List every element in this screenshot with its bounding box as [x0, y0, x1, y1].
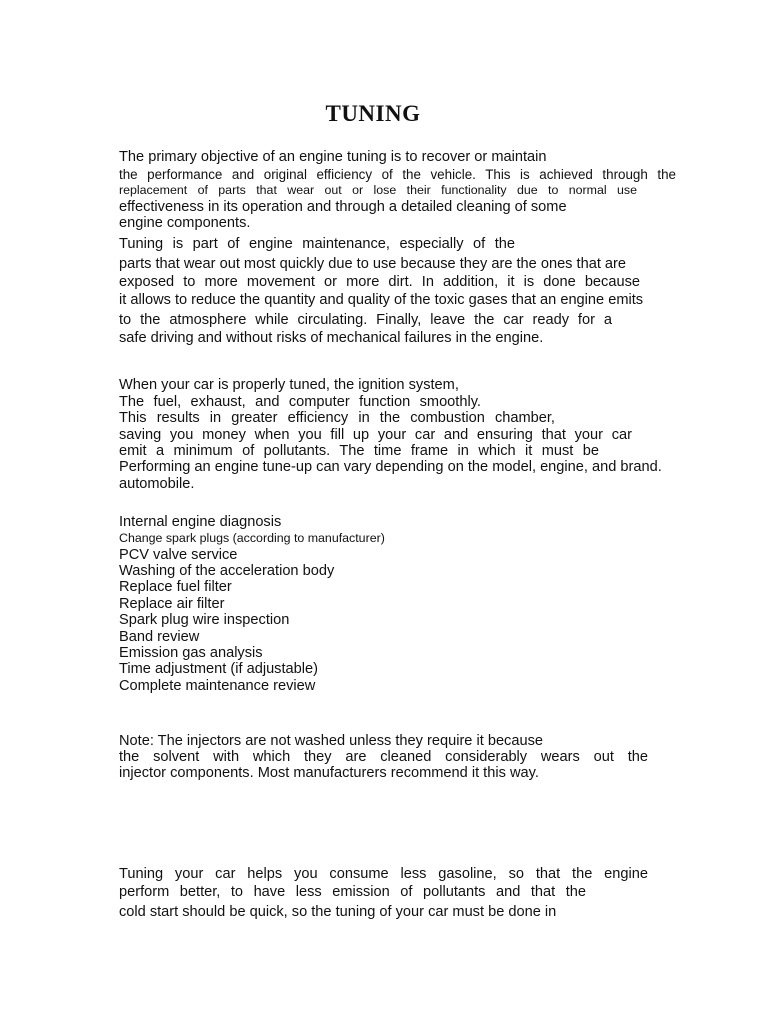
paragraph-line: saving you money when you fill up your car and ensuring that your car — [119, 427, 632, 443]
paragraph-line: cold start should be quick, so the tuning of your car must be done in — [119, 904, 557, 920]
paragraph-line: effectiveness in its operation and through a detailed cleaning of some — [119, 199, 567, 215]
paragraph-line: replacement of parts that wear out or lose their functionality due to normal use — [119, 183, 637, 197]
paragraph-line: When your car is properly tuned, the ignition system, — [119, 377, 459, 393]
paragraph-line: Performing an engine tune-up can vary depending on the model, engine, and brand. — [119, 459, 662, 475]
list-item: Complete maintenance review — [119, 678, 316, 694]
paragraph-line: safe driving and without risks of mechanical failures in the engine. — [119, 330, 544, 346]
note-line: injector components. Most manufacturers recommend it this way. — [119, 765, 539, 781]
paragraph-line: it allows to reduce the quantity and quality of the toxic gases that an engine emits — [119, 292, 644, 308]
paragraph-line: perform better, to have less emission of pollutants and that the — [119, 884, 586, 900]
paragraph-line: to the atmosphere while circulating. Finally, leave the car ready for a — [119, 312, 612, 328]
paragraph-line: parts that wear out most quickly due to use because they are the ones that are — [119, 256, 627, 272]
list-item: Spark plug wire inspection — [119, 612, 290, 628]
list-item: Band review — [119, 629, 200, 645]
paragraph-line: This results in greater efficiency in the combustion chamber, — [119, 410, 555, 426]
list-item: Time adjustment (if adjustable) — [119, 661, 318, 677]
paragraph-line: exposed to more movement or more dirt. In addition, it is done because — [119, 274, 640, 290]
note-line: the solvent with which they are cleaned considerably wears out the — [119, 749, 648, 765]
paragraph-line: engine components. — [119, 215, 251, 231]
note-line: Note: The injectors are not washed unless they require it because — [119, 733, 544, 749]
list-item: Change spark plugs (according to manufacturer) — [119, 531, 385, 545]
list-item: Internal engine diagnosis — [119, 514, 282, 530]
list-item: Emission gas analysis — [119, 645, 263, 661]
page-title: TUNING — [325, 101, 421, 126]
paragraph-line: Tuning is part of engine maintenance, especially of the — [119, 236, 515, 252]
paragraph-line: The fuel, exhaust, and computer function smoothly. — [119, 394, 481, 410]
list-item: Replace air filter — [119, 596, 225, 612]
paragraph-line: emit a minimum of pollutants. The time frame in which it must be — [119, 443, 599, 459]
list-item: Replace fuel filter — [119, 579, 232, 595]
paragraph-line: The primary objective of an engine tuning is to recover or maintain — [119, 149, 547, 165]
list-item: PCV valve service — [119, 547, 238, 563]
paragraph-line: automobile. — [119, 476, 195, 492]
paragraph-line: the performance and original efficiency of the vehicle. This is achieved through the — [119, 167, 676, 182]
paragraph-line: Tuning your car helps you consume less gasoline, so that the engine — [119, 866, 648, 882]
list-item: Washing of the acceleration body — [119, 563, 335, 579]
